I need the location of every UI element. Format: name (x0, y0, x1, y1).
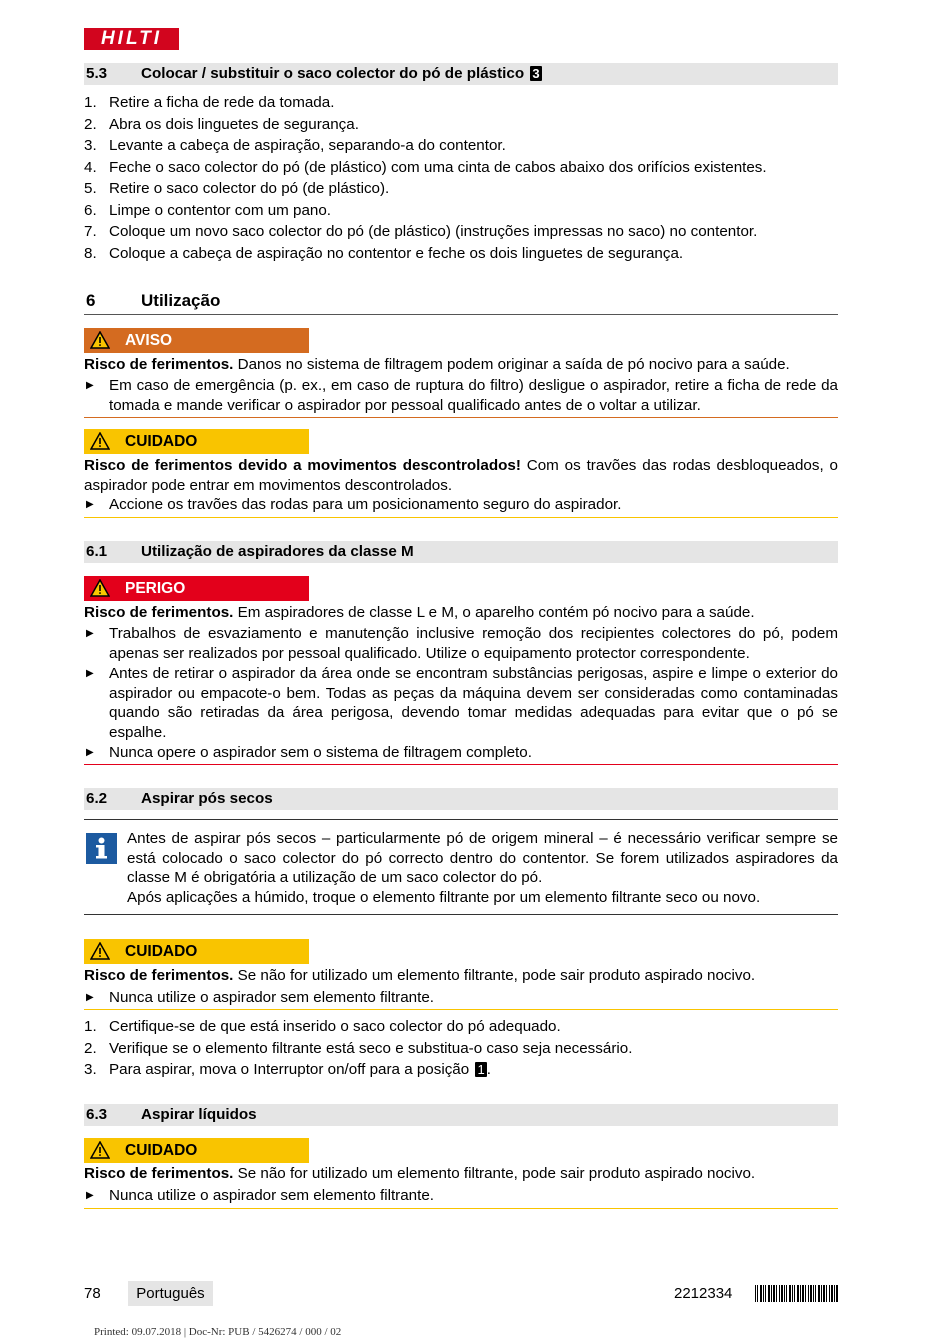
logo-text: HILTI (100, 28, 163, 49)
step-text: Feche o saco colector do pó (de plástico) com uma cinta de cabos abaixo dos orifícios existentes. (109, 158, 767, 176)
step-text: Abra os dois linguetes de segurança. (109, 115, 359, 133)
step-number: 3. (84, 1061, 97, 1078)
warning-bullet (84, 624, 838, 663)
step-text: Retire a ficha de rede da tomada. (109, 94, 335, 111)
divider (84, 914, 838, 915)
warning-body: Com os travões das rodas desbloqueados, o aspirador pode entrar em movimentos descontrolados. (84, 457, 839, 494)
warning-label-text: AVISO (125, 332, 173, 349)
section-title: Aspirar pós secos (141, 790, 273, 807)
warning-text (84, 355, 838, 375)
divider (84, 517, 838, 518)
warning-bold: Risco de ferimentos. (84, 967, 234, 984)
list-item (84, 178, 838, 200)
warning-bullet (84, 376, 838, 415)
info-icon (86, 833, 117, 864)
list-item (84, 92, 838, 114)
step-text-body: Para aspirar, mova o Interruptor on/off para a posição (109, 1061, 470, 1078)
hilti-logo (84, 28, 179, 50)
divider (84, 819, 838, 820)
step-text: Coloque um novo saco colector do pó (de plástico) (instruções impressas no saco) no contentor. (109, 223, 758, 240)
list-item (84, 1038, 838, 1060)
step-text-end: . (486, 1061, 491, 1078)
section-number: 6.1 (86, 543, 108, 560)
warning-label-cuidado (84, 1138, 309, 1163)
print-info: Printed: 09.07.2018 | Doc-Nr: PUB / 5426274 / 000 / 02 (94, 1326, 342, 1338)
divider (84, 1009, 838, 1010)
warning-label-aviso (84, 328, 309, 353)
bullet-text: Nunca utilize o aspirador sem elemento filtrante. (109, 989, 435, 1006)
warning-text (84, 603, 838, 623)
step-number: 4. (84, 158, 97, 176)
chapter-heading-6 (84, 291, 838, 315)
warning-text (84, 456, 838, 495)
step-number: 7. (84, 223, 97, 240)
list-item (84, 114, 838, 136)
section-title: Utilização de aspiradores da classe M (141, 543, 414, 560)
bullet-arrow-icon: ▶ (86, 628, 94, 639)
warning-triangle-icon (90, 579, 110, 597)
bullet-text: Em caso de emergência (p. ex., em caso de ruptura do filtro) desligue o aspirador, retire a ficha de rede da tomada e mande verificar o aspirador por pessoal qualificado antes de o voltar a utilizar. (109, 377, 838, 414)
warning-bullet (84, 1186, 838, 1206)
warning-label-perigo (84, 576, 309, 601)
bullet-text: Nunca opere o aspirador sem o sistema de filtragem completo. (109, 744, 532, 761)
section-heading-6-1 (84, 541, 838, 563)
divider (84, 417, 838, 418)
step-text: Limpe o contentor com um pano. (109, 201, 332, 219)
section-number: 5.3 (86, 65, 108, 82)
steps-list-5-3 (84, 92, 838, 264)
warning-body: Em aspiradores de classe L e M, o aparelho contém pó nocivo para a saúde. (233, 604, 755, 621)
warning-label-text: PERIGO (125, 580, 186, 597)
step-number: 3. (84, 137, 97, 154)
step-number: 6. (84, 201, 97, 219)
step-text: Verifique se o elemento filtrante está seco e substitua-o caso seja necessário. (109, 1039, 633, 1057)
section-heading-6-3 (84, 1104, 838, 1126)
warning-bold: Risco de ferimentos devido a movimentos descontrolados! (84, 457, 521, 474)
section-title (141, 63, 542, 85)
warning-label-cuidado (84, 429, 309, 454)
warning-label-cuidado (84, 939, 309, 964)
bullet-text: Accione os travões das rodas para um posicionamento seguro do aspirador. (109, 496, 622, 513)
bullet-text: Nunca utilize o aspirador sem elemento filtrante. (109, 1187, 435, 1204)
warning-label-text: CUIDADO (125, 433, 198, 450)
step-text: Levante a cabeça de aspiração, separando-a do contentor. (109, 137, 506, 154)
bullet-text: Antes de retirar o aspirador da área onde se encontram substâncias perigosas, aspire e limpe o exterior do aspirador ou empacote-o bem. Todas as peças da máquina devem ser consideradas como contaminadas quando são retiradas da área perigosa, devendo tomar medidas adequadas para evitar que o pó se espalhe. (109, 665, 838, 741)
step-text (109, 1059, 491, 1081)
figure-ref: 3 (532, 66, 540, 81)
warning-bold: Risco de ferimentos. (84, 1165, 234, 1182)
warning-label-text: CUIDADO (125, 1142, 198, 1159)
step-text: Coloque a cabeça de aspiração no contentor e feche os dois linguetes de segurança. (109, 244, 684, 262)
warning-bold: Risco de ferimentos. (84, 356, 234, 373)
list-item (84, 1059, 838, 1081)
position-ref: 1 (477, 1062, 485, 1077)
step-number: 8. (84, 244, 97, 262)
warning-text (84, 966, 838, 986)
section-number: 6.2 (86, 790, 108, 807)
warning-bullet (84, 743, 838, 763)
step-number: 1. (84, 1018, 97, 1035)
list-item (84, 221, 838, 243)
warning-triangle-icon (90, 331, 110, 349)
step-number: 2. (84, 1039, 97, 1057)
warning-bullet (84, 664, 838, 742)
bullet-arrow-icon: ▶ (86, 499, 94, 510)
list-item (84, 1016, 838, 1038)
warning-bullet (84, 988, 838, 1008)
warning-triangle-icon (90, 1141, 110, 1159)
list-item (84, 135, 838, 157)
list-item (84, 243, 838, 265)
steps-list-6-2 (84, 1016, 838, 1081)
bullet-arrow-icon: ▶ (86, 668, 94, 679)
section-heading-6-2 (84, 788, 838, 810)
page-number: 78 (84, 1285, 101, 1302)
language-label: Português (128, 1281, 213, 1306)
section-title: Aspirar líquidos (141, 1106, 257, 1123)
bullet-arrow-icon: ▶ (86, 992, 94, 1003)
warning-bold: Risco de ferimentos. (84, 604, 234, 621)
warning-bullet (84, 495, 838, 515)
document-code: 2212334 (674, 1285, 733, 1302)
warning-triangle-icon (90, 942, 110, 960)
info-text-2: Após aplicações a húmido, troque o elemento filtrante por um elemento filtrante seco ou novo. (127, 889, 761, 906)
warning-text (84, 1164, 838, 1184)
step-number: 5. (84, 180, 97, 197)
section-number: 6.3 (86, 1106, 108, 1123)
chapter-number: 6 (86, 291, 96, 310)
section-title-text: Colocar / substituir o saco colector do pó de plástico (141, 65, 525, 82)
step-text: Certifique-se de que está inserido o saco colector do pó adequado. (109, 1018, 561, 1035)
step-number: 2. (84, 115, 97, 133)
step-number: 1. (84, 94, 97, 111)
list-item (84, 200, 838, 222)
warning-label-text: CUIDADO (125, 943, 198, 960)
bullet-text: Trabalhos de esvaziamento e manutenção inclusive remoção dos recipientes colectores do pó, podem apenas ser realizados por pessoal qualificado. Utilize o equipamento protector correspondente. (109, 625, 838, 662)
divider (84, 764, 838, 765)
warning-body: Se não for utilizado um elemento filtrante, pode sair produto aspirado nocivo. (233, 967, 756, 984)
chapter-title: Utilização (141, 291, 221, 310)
bullet-arrow-icon: ▶ (86, 1190, 94, 1201)
bullet-arrow-icon: ▶ (86, 380, 94, 391)
step-text: Retire o saco colector do pó (de plástico). (109, 180, 390, 197)
info-text: Antes de aspirar pós secos – particularmente pó de origem mineral – é necessário verificar sempre se está colocado o saco colector do pó correcto dentro do contentor. Se forem utilizados aspiradores da classe M é obrigatória a utilização de um saco colector do pó. (127, 830, 838, 886)
warning-triangle-icon (90, 432, 110, 450)
warning-body: Se não for utilizado um elemento filtrante, pode sair produto aspirado nocivo. (233, 1165, 756, 1182)
divider (84, 1208, 838, 1209)
list-item (84, 157, 838, 179)
warning-body: Danos no sistema de filtragem podem originar a saída de pó nocivo para a saúde. (233, 356, 790, 373)
section-heading-5-3 (84, 63, 838, 85)
barcode (755, 1285, 838, 1302)
bullet-arrow-icon: ▶ (86, 747, 94, 758)
